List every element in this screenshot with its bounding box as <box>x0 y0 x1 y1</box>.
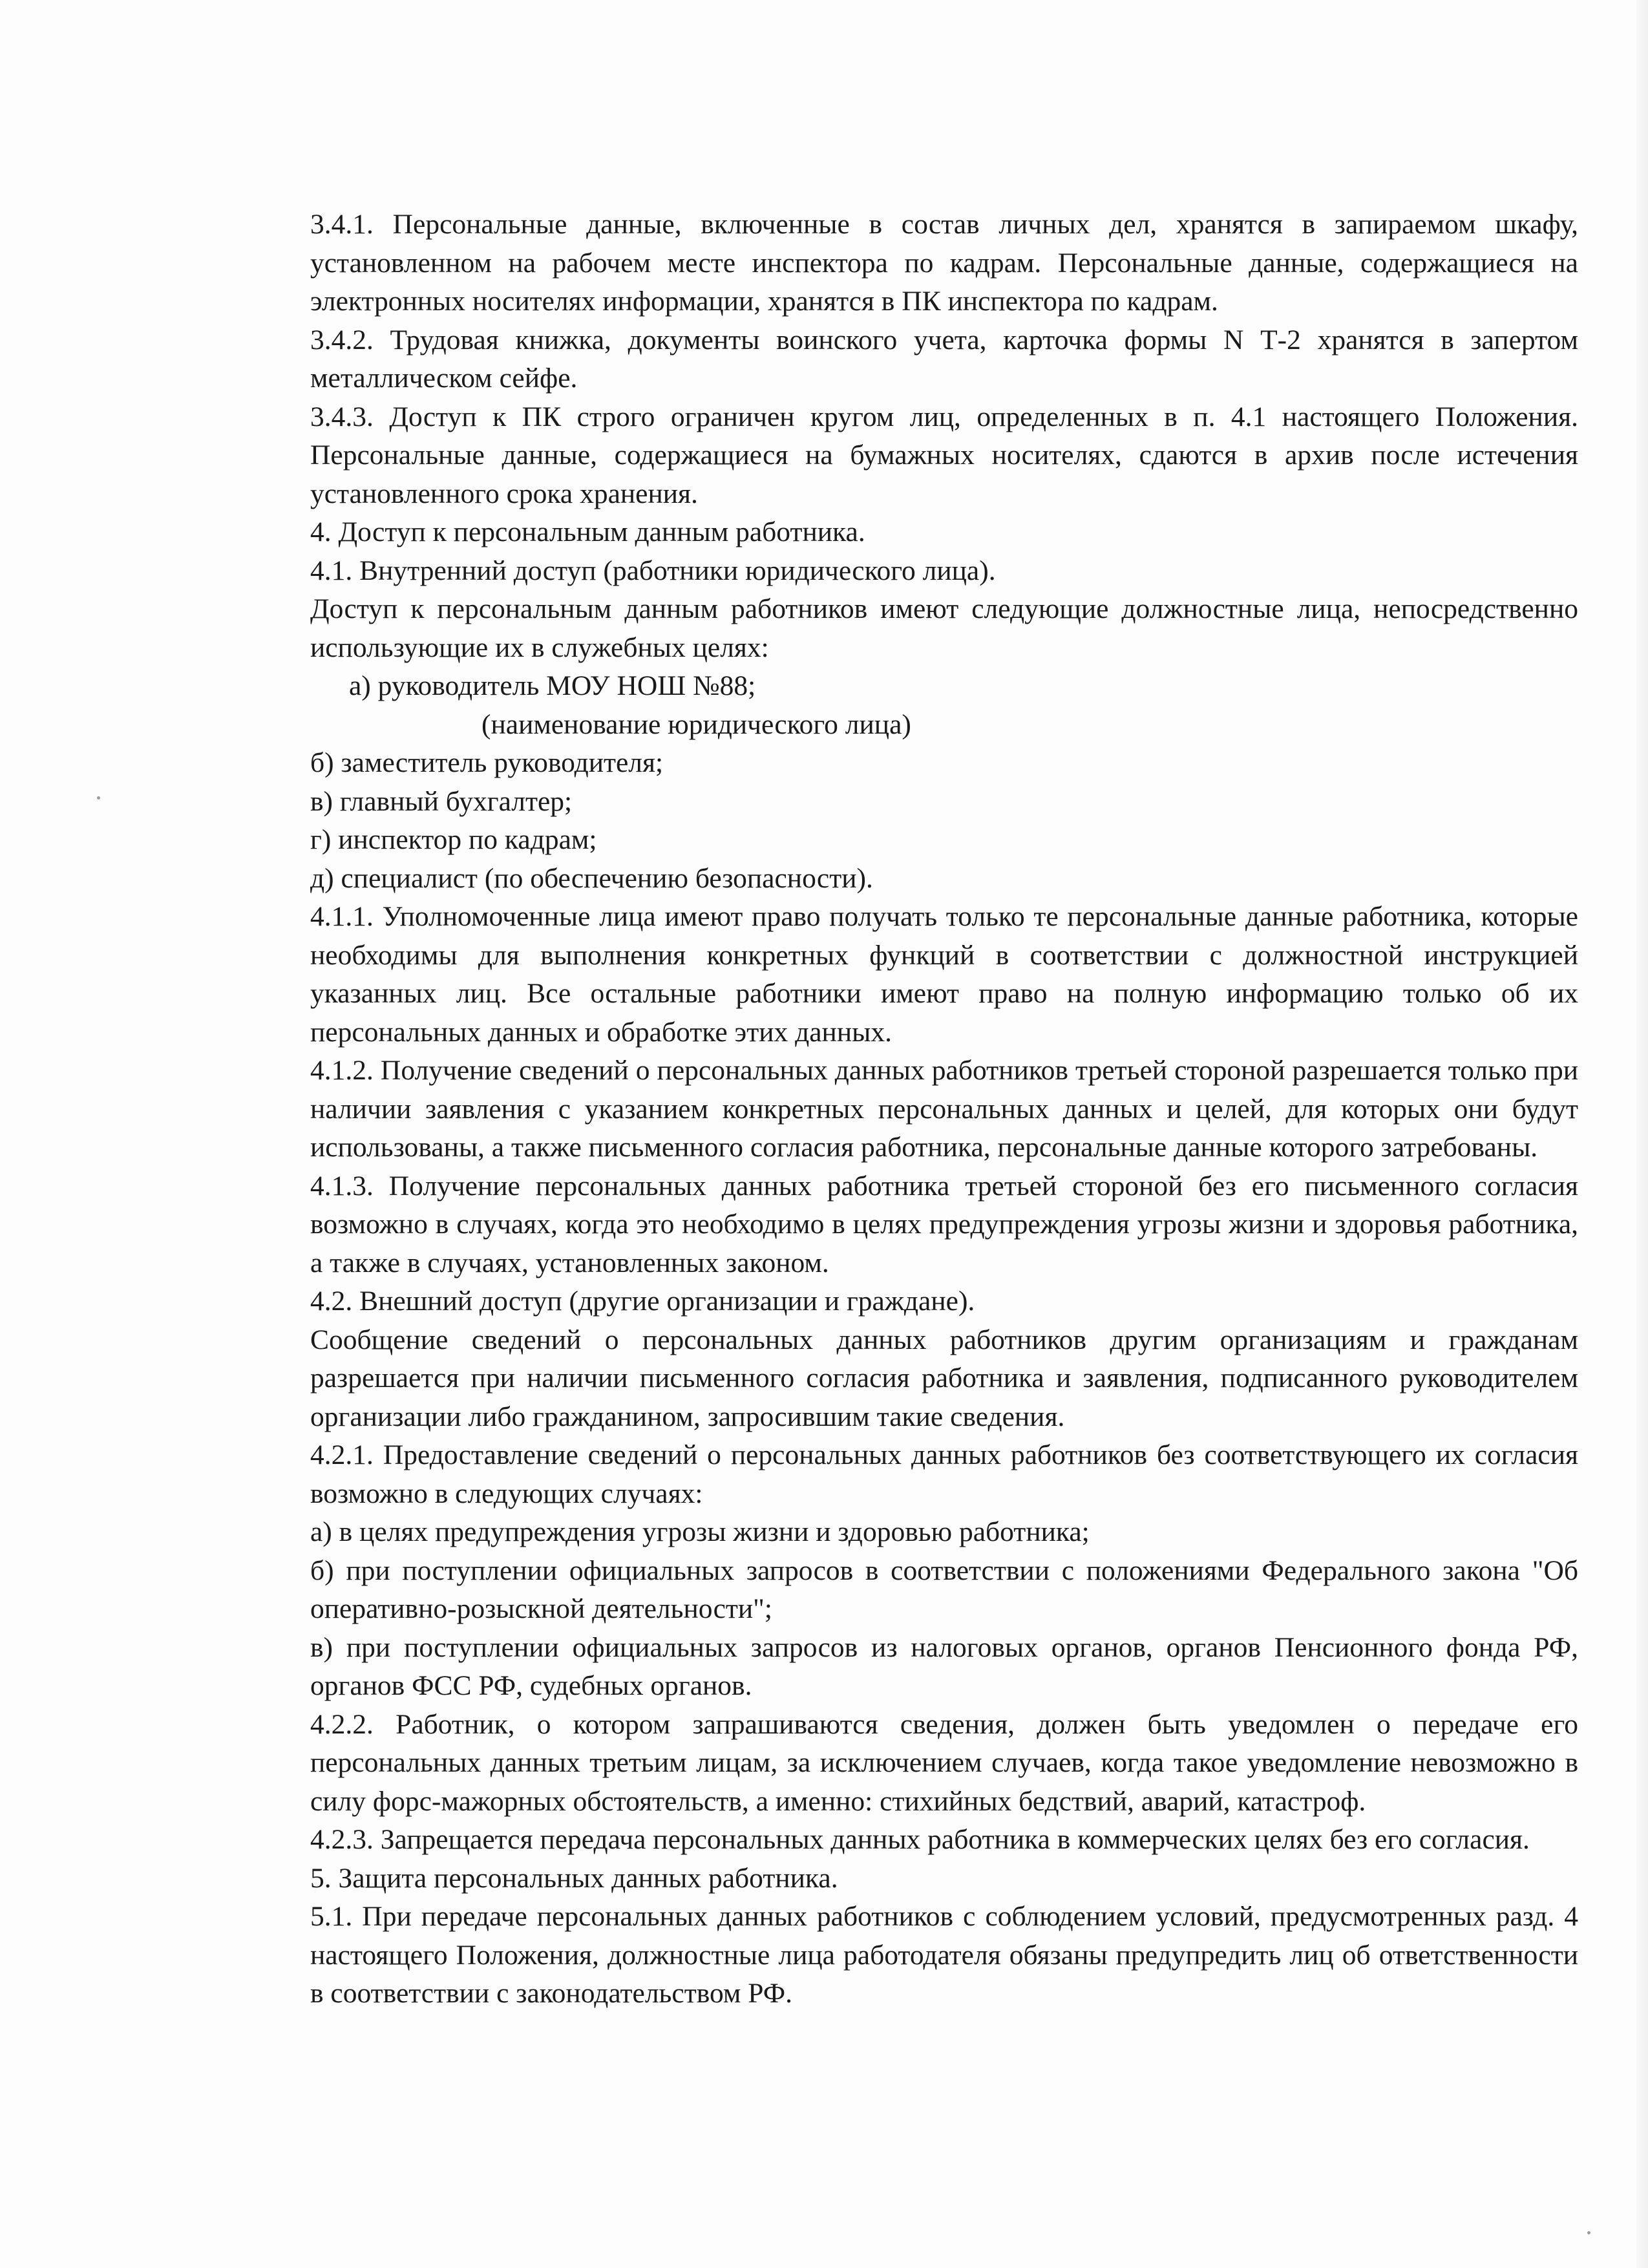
list-item-g: г) инспектор по кадрам; <box>310 824 597 855</box>
page-edge-shadow <box>1636 0 1648 2268</box>
list-item-v-requests: в) при поступлении официальных запросов из налоговых органов, органов Пенсионного фонда РФ, органов ФСС РФ, судебных органов. <box>310 1631 1578 1701</box>
list-item-a-director: а) руководитель МОУ НОШ №88; <box>349 670 756 701</box>
list-item-v: в) главный бухгалтер; <box>310 785 573 817</box>
paragraph-3-4-1: 3.4.1. Персональные данные, включенные в состав личных дел, хранятся в запираемом шкафу, установленном на рабочем месте инспектора по кадрам. Персональные данные, содержащиеся на электронных носителях информации, хранятся в ПК инспектора по кадрам. <box>310 209 1578 317</box>
scan-dust-speck <box>1587 2231 1590 2234</box>
paragraph-4-1: 4.1. Внутренний доступ (работники юридического лица). <box>310 555 996 586</box>
list-item-b-requests: б) при поступлении официальных запросов в соответствии с положениями Федерального закона "Об оперативно-розыскной деятельности"; <box>310 1554 1578 1624</box>
scan-dust-speck <box>97 796 100 800</box>
paragraph-external-access: Сообщение сведений о персональных данных работников другим организациям и гражданам разрешается при наличии письменного согласия работника и заявления, подписанного руководителем организации либо гражданином, запросившим такие сведения. <box>310 1324 1578 1432</box>
paragraph-4-2: 4.2. Внешний доступ (другие организации и граждане). <box>310 1286 975 1317</box>
paragraph-4-2-2: 4.2.2. Работник, о котором запрашиваются сведения, должен быть уведомлен о передаче его персональных данных третьим лицам, за исключением случаев, когда такое уведомление невозможно в силу форс-мажорных обстоятельств, а именно: стихийных бедствий, аварий, катастроф. <box>310 1708 1578 1817</box>
paragraph-4-1-2: 4.1.2. Получение сведений о персональных данных работников третьей стороной разрешается только при наличии заявления с указанием конкретных персональных данных и целей, для которых они будут использованы, а также письменного согласия работника, персональные данные которого затребованы. <box>310 1055 1578 1163</box>
section-4-heading: 4. Доступ к персональным данным работника. <box>310 516 865 547</box>
list-item-d: д) специалист (по обеспечению безопасности). <box>310 862 873 894</box>
paragraph-4-2-1: 4.2.1. Предоставление сведений о персональных данных работников без соответствующего их согласия возможно в следующих случаях: <box>310 1439 1578 1509</box>
paragraph-5-1: 5.1. При передаче персональных данных работников с соблюдением условий, предусмотренных разд. 4 настоящего Положения, должностные лица работодателя обязаны предупредить лиц об ответственности в соответствии с законодательством РФ. <box>310 1901 1578 2009</box>
legal-entity-caption: (наименование юридического лица) <box>481 708 911 740</box>
paragraph-3-4-3: 3.4.3. Доступ к ПК строго ограничен кругом лиц, определенных в п. 4.1 настоящего Положения. Персональные данные, содержащиеся на бумажных носителях, сдаются в архив после истечения установленного срока хранения. <box>310 401 1578 509</box>
list-item-a-threat: а) в целях предупреждения угрозы жизни и здоровью работника; <box>310 1516 1090 1547</box>
paragraph-internal-access: Доступ к персональным данным работников имеют следующие должностные лица, непосредственно использующие их в служебных целях: <box>310 593 1578 663</box>
paragraph-4-1-1: 4.1.1. Уполномоченные лица имеют право получать только те персональные данные работника, которые необходимы для выполнения конкретных функций в соответствии с должностной инструкцией указанных лиц. Все остальные работники имеют право на полную информацию только об их персональных данных и обработке этих данных. <box>310 901 1578 1048</box>
list-item-b: б) заместитель руководителя; <box>310 747 664 778</box>
document-body <box>310 206 1578 2013</box>
paragraph-4-2-3: 4.2.3. Запрещается передача персональных данных работника в коммерческих целях без его согласия. <box>310 1824 1530 1855</box>
paragraph-4-1-3: 4.1.3. Получение персональных данных работника третьей стороной без его письменного согласия возможно в случаях, когда это необходимо в целях предупреждения угрозы жизни и здоровья работника, а также в случаях, установленных законом. <box>310 1170 1578 1278</box>
paragraph-3-4-2: 3.4.2. Трудовая книжка, документы воинского учета, карточка формы N Т-2 хранятся в запертом металлическом сейфе. <box>310 324 1578 394</box>
section-5-heading: 5. Защита персональных данных работника. <box>310 1862 838 1894</box>
